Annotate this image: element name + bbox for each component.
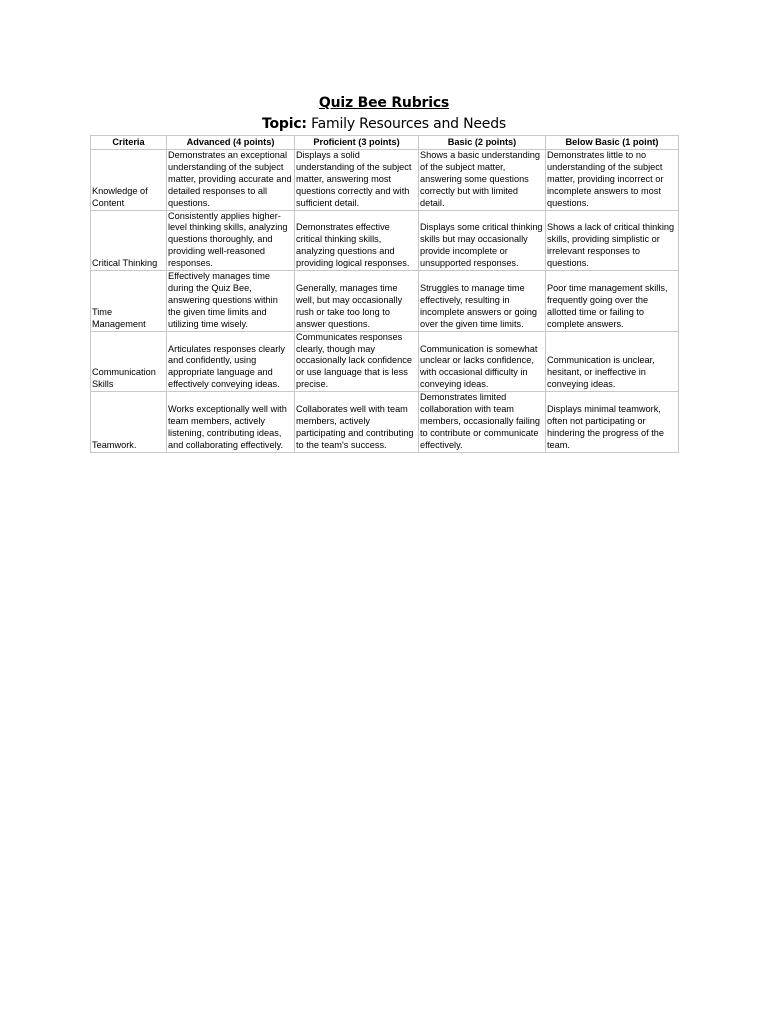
advanced-cell: Works exceptionally well with team members, actively listening, contributing ideas, and collaborating effectively. xyxy=(167,392,295,453)
basic-cell: Communication is somewhat unclear or lacks confidence, with occasional difficulty in conveying ideas. xyxy=(419,331,546,392)
header-basic: Basic (2 points) xyxy=(419,136,546,150)
criteria-cell: Communication Skills xyxy=(91,331,167,392)
proficient-cell: Communicates responses clearly, though may occasionally lack confidence or use language that is less precise. xyxy=(295,331,419,392)
table-row xyxy=(91,392,679,453)
criteria-cell: Knowledge of Content xyxy=(91,150,167,211)
below-basic-cell: Poor time management skills, frequently going over the allotted time or failing to complete answers. xyxy=(546,271,679,332)
basic-cell: Struggles to manage time effectively, resulting in incomplete answers or going over the given time limits. xyxy=(419,271,546,332)
proficient-cell: Generally, manages time well, but may occasionally rush or take too long to answer questions. xyxy=(295,271,419,332)
proficient-cell: Collaborates well with team members, actively participating and contributing to the team's success. xyxy=(295,392,419,453)
header-below-basic: Below Basic (1 point) xyxy=(546,136,679,150)
advanced-cell: Articulates responses clearly and confidently, using appropriate language and effectively conveying ideas. xyxy=(167,331,295,392)
basic-cell: Demonstrates limited collaboration with team members, occasionally failing to contribute or communicate effectively. xyxy=(419,392,546,453)
header-advanced: Advanced (4 points) xyxy=(167,136,295,150)
table-row xyxy=(91,150,679,211)
criteria-cell: Time Management xyxy=(91,271,167,332)
advanced-cell: Consistently applies higher-level thinking skills, analyzing questions thoroughly, and providing well-reasoned responses. xyxy=(167,210,295,271)
table-header-row xyxy=(91,136,679,150)
topic-value: Family Resources and Needs xyxy=(311,116,506,132)
basic-cell: Displays some critical thinking skills but may occasionally provide incomplete or unsupported responses. xyxy=(419,210,546,271)
proficient-cell: Demonstrates effective critical thinking skills, analyzing questions and providing logical responses. xyxy=(295,210,419,271)
document-topic xyxy=(0,116,768,132)
table-row xyxy=(91,331,679,392)
criteria-cell: Teamwork. xyxy=(91,392,167,453)
rubric-table xyxy=(90,135,679,453)
header-proficient: Proficient (3 points) xyxy=(295,136,419,150)
below-basic-cell: Communication is unclear, hesitant, or ineffective in conveying ideas. xyxy=(546,331,679,392)
advanced-cell: Effectively manages time during the Quiz Bee, answering questions within the given time limits and utilizing time wisely. xyxy=(167,271,295,332)
header-criteria: Criteria xyxy=(91,136,167,150)
below-basic-cell: Displays minimal teamwork, often not participating or hindering the progress of the team. xyxy=(546,392,679,453)
basic-cell: Shows a basic understanding of the subject matter, answering some questions correctly but with limited detail. xyxy=(419,150,546,211)
criteria-cell: Critical Thinking xyxy=(91,210,167,271)
below-basic-cell: Demonstrates little to no understanding of the subject matter, providing incorrect or incomplete answers to most questions. xyxy=(546,150,679,211)
topic-label: Topic: xyxy=(261,116,307,132)
table-row xyxy=(91,210,679,271)
document-title: Quiz Bee Rubrics xyxy=(318,95,450,111)
table-row xyxy=(91,271,679,332)
proficient-cell: Displays a solid understanding of the subject matter, answering most questions correctly and with sufficient detail. xyxy=(295,150,419,211)
below-basic-cell: Shows a lack of critical thinking skills, providing simplistic or irrelevant responses to questions. xyxy=(546,210,679,271)
advanced-cell: Demonstrates an exceptional understanding of the subject matter, providing accurate and detailed responses to all questions. xyxy=(167,150,295,211)
